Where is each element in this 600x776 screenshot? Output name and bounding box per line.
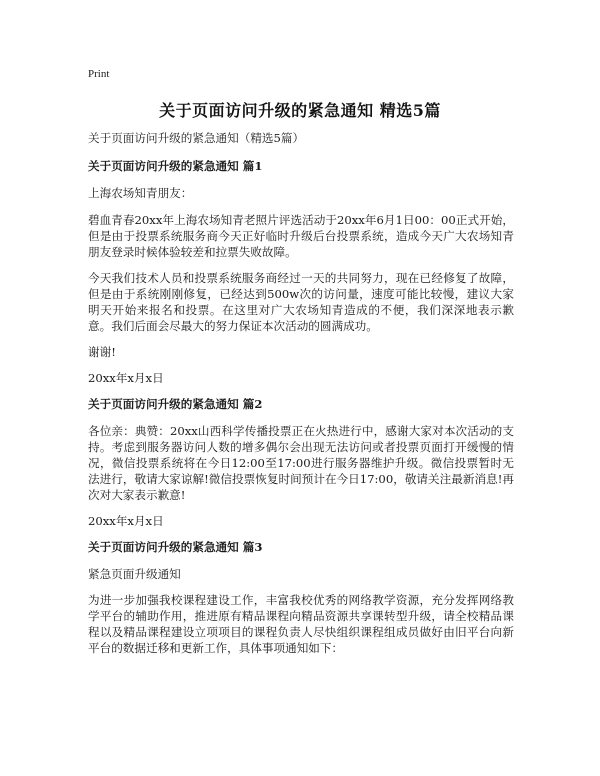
date-line: 20xx年x月x日 [88,514,164,528]
body-paragraph: 碧血青春20xx年上海农场知青老照片评选活动于20xx年6月1日00：00正式开始，但是由于投票系统服务商今天正好临时升级后台投票系统，造成今天广大农场知青朋友登录时候体验较差和拉票失败故障。 [88,213,514,259]
greeting-paragraph: 上海农场知青朋友： [88,186,193,200]
closing-thanks: 谢谢! [88,345,116,359]
body-paragraph: 各位亲：典赞：20xx山西科学传播投票正在火热进行中，感谢大家对本次活动的支持。考虑到服务器访问人数的增多偶尔会出现无法访问或者投票页面打开缓慢的情况，微信投票系统将在今日12:00至17:00进行服务器维护升级。微信投票暂时无法进行，敬请大家谅解!微信投票恢复时间预计在今日17:00，敬请关注最新消息!再次对大家表示歉意! [88,424,514,502]
section-heading-1: 关于页面访问升级的紧急通知 篇1 [88,159,263,173]
body-paragraph: 为进一步加强我校课程建设工作，丰富我校优秀的网络教学资源，充分发挥网络教学平台的辅助作用，推进原有精品课程向精品资源共享课转型升级，请全校精品课程以及精品课程建设立项项目的课程负责人尽快组织课程组成员做好由旧平台向新平台的数据迁移和更新工作，具体事项通知如下： [88,593,514,655]
document-title: 关于页面访问升级的紧急通知 精选5篇 [159,101,441,120]
date-line: 20xx年x月x日 [88,371,164,385]
notice-title: 紧急页面升级通知 [88,567,181,581]
document-subtitle: 关于页面访问升级的紧急通知（精选5篇） [88,131,305,145]
print-label: Print [88,68,110,80]
section-heading-2: 关于页面访问升级的紧急通知 篇2 [88,397,263,411]
body-paragraph: 今天我们技术人员和投票系统服务商经过一天的共同努力，现在已经修复了故障，但是由于系统刚刚修复，已经达到500w次的访问量，速度可能比较慢，建议大家明天开始来报名和投票。在这里对广大农场知青造成的不便，我们深深地表示歉意。我们后面会尽最大的努力保证本次活动的圆满成功。 [88,271,514,333]
document-body [88,130,514,666]
section-heading-3: 关于页面访问升级的紧急通知 篇3 [88,540,263,554]
